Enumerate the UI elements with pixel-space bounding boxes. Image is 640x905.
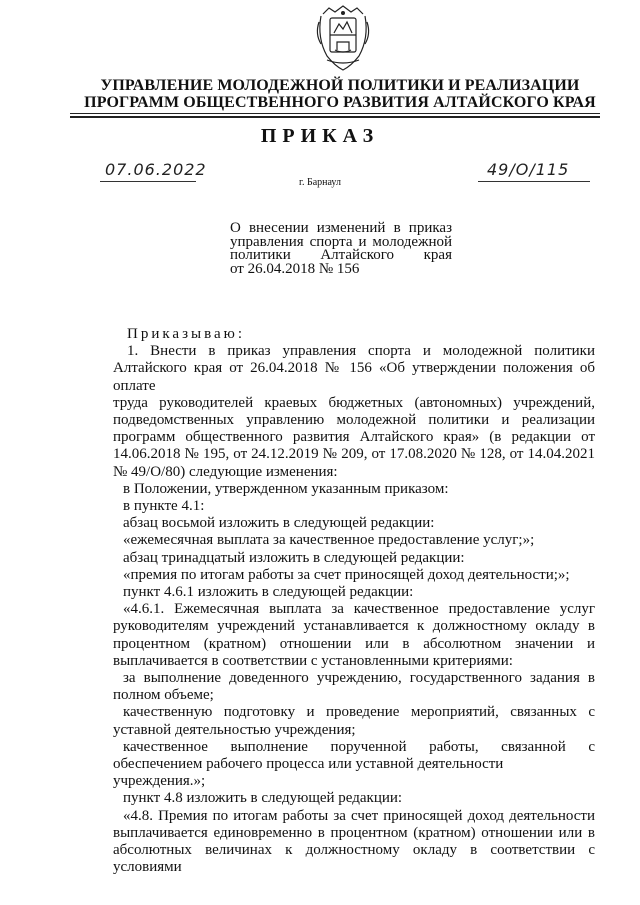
- body-line: программ общественного развития Алтайского края» (в редакции от: [113, 429, 595, 446]
- body-line: руководителям учреждений устанавливается к должностному окладу в: [113, 618, 595, 635]
- order-lead-word: Приказываю:: [127, 326, 245, 342]
- body-line: выплачивается единовременно в процентном (кратном) отношении или в: [113, 824, 595, 841]
- subject-line: управления спорта и молодежной: [230, 233, 452, 250]
- body-line: подведомственных управлению молодежной политики и реализации: [113, 412, 595, 429]
- body-line: абсолютных величинах к должностному окладу в соответствии с условиями: [113, 842, 595, 876]
- body-line: № 49/О/80) следующие изменения:: [113, 463, 338, 480]
- body-line: абзац восьмой изложить в следующей редакции:: [123, 515, 435, 532]
- body-line: абзац тринадцатый изложить в следующей редакции:: [123, 549, 465, 566]
- subject-block: [230, 222, 452, 276]
- order-body: [113, 326, 595, 877]
- body-line: процентном (кратном) отношении или в абсолютном значении и: [113, 635, 595, 652]
- document-type-title: ПРИКАЗ: [260, 125, 380, 147]
- body-line: полном объеме;: [113, 687, 214, 704]
- body-line: выплачивается в соответствии с установленными критериями:: [113, 652, 513, 669]
- organization-name-line-1: УПРАВЛЕНИЕ МОЛОДЕЖНОЙ ПОЛИТИКИ И РЕАЛИЗАЦИИ: [100, 77, 580, 94]
- body-line: «4.8. Премия по итогам работы за счет приносящей доход деятельности: [123, 807, 595, 824]
- body-line: 14.06.2018 № 195, от 24.12.2019 № 209, от 17.08.2020 № 128, от 14.04.2021: [113, 446, 595, 463]
- city-label: г. Барнаул: [299, 177, 341, 188]
- body-line: «премия по итогам работы за счет приносящей доход деятельности;»;: [123, 566, 570, 583]
- body-line: качественную подготовку и проведение мероприятий, связанных с: [123, 704, 595, 721]
- body-line: пункт 4.8 изложить в следующей редакции:: [123, 790, 403, 807]
- header-rule-bottom: [70, 116, 600, 118]
- subject-line: О внесении изменений в приказ: [230, 220, 452, 236]
- body-line: обеспечением рабочего процесса или уставной деятельности учреждения.»;: [113, 756, 504, 790]
- body-line: 1. Внести в приказ управления спорта и молодежной политики: [127, 343, 595, 360]
- body-line: «4.6.1. Ежемесячная выплата за качественное предоставление услуг: [123, 601, 595, 618]
- body-line: уставной деятельностью учреждения;: [113, 721, 356, 738]
- body-line: за выполнение доведенного учреждению, государственного задания в: [123, 670, 595, 687]
- header-rule-top: [70, 113, 600, 114]
- body-line: пункт 4.6.1 изложить в следующей редакции:: [123, 584, 414, 601]
- order-date: 07.06.2022: [105, 160, 207, 179]
- subject-line: от 26.04.2018 № 156: [230, 260, 360, 277]
- body-line: труда руководителей краевых бюджетных (автономных) учреждений,: [113, 394, 595, 411]
- body-line: в пункте 4.1:: [123, 498, 205, 515]
- body-line: «ежемесячная выплата за качественное предоставление услуг;»;: [123, 532, 535, 549]
- order-number: 49/О/115: [487, 160, 570, 179]
- body-line: качественное выполнение порученной работы, связанной с: [123, 738, 595, 755]
- coat-of-arms-emblem: [313, 4, 373, 72]
- subject-line: политики Алтайского края: [230, 247, 452, 263]
- organization-name-line-2: ПРОГРАММ ОБЩЕСТВЕННОГО РАЗВИТИЯ АЛТАЙСКОГО КРАЯ: [84, 94, 596, 111]
- body-line: в Положении, утвержденном указанным приказом:: [123, 480, 449, 497]
- body-line: Алтайского края от 26.04.2018 № 156 «Об утверждении положения об оплате: [113, 360, 595, 394]
